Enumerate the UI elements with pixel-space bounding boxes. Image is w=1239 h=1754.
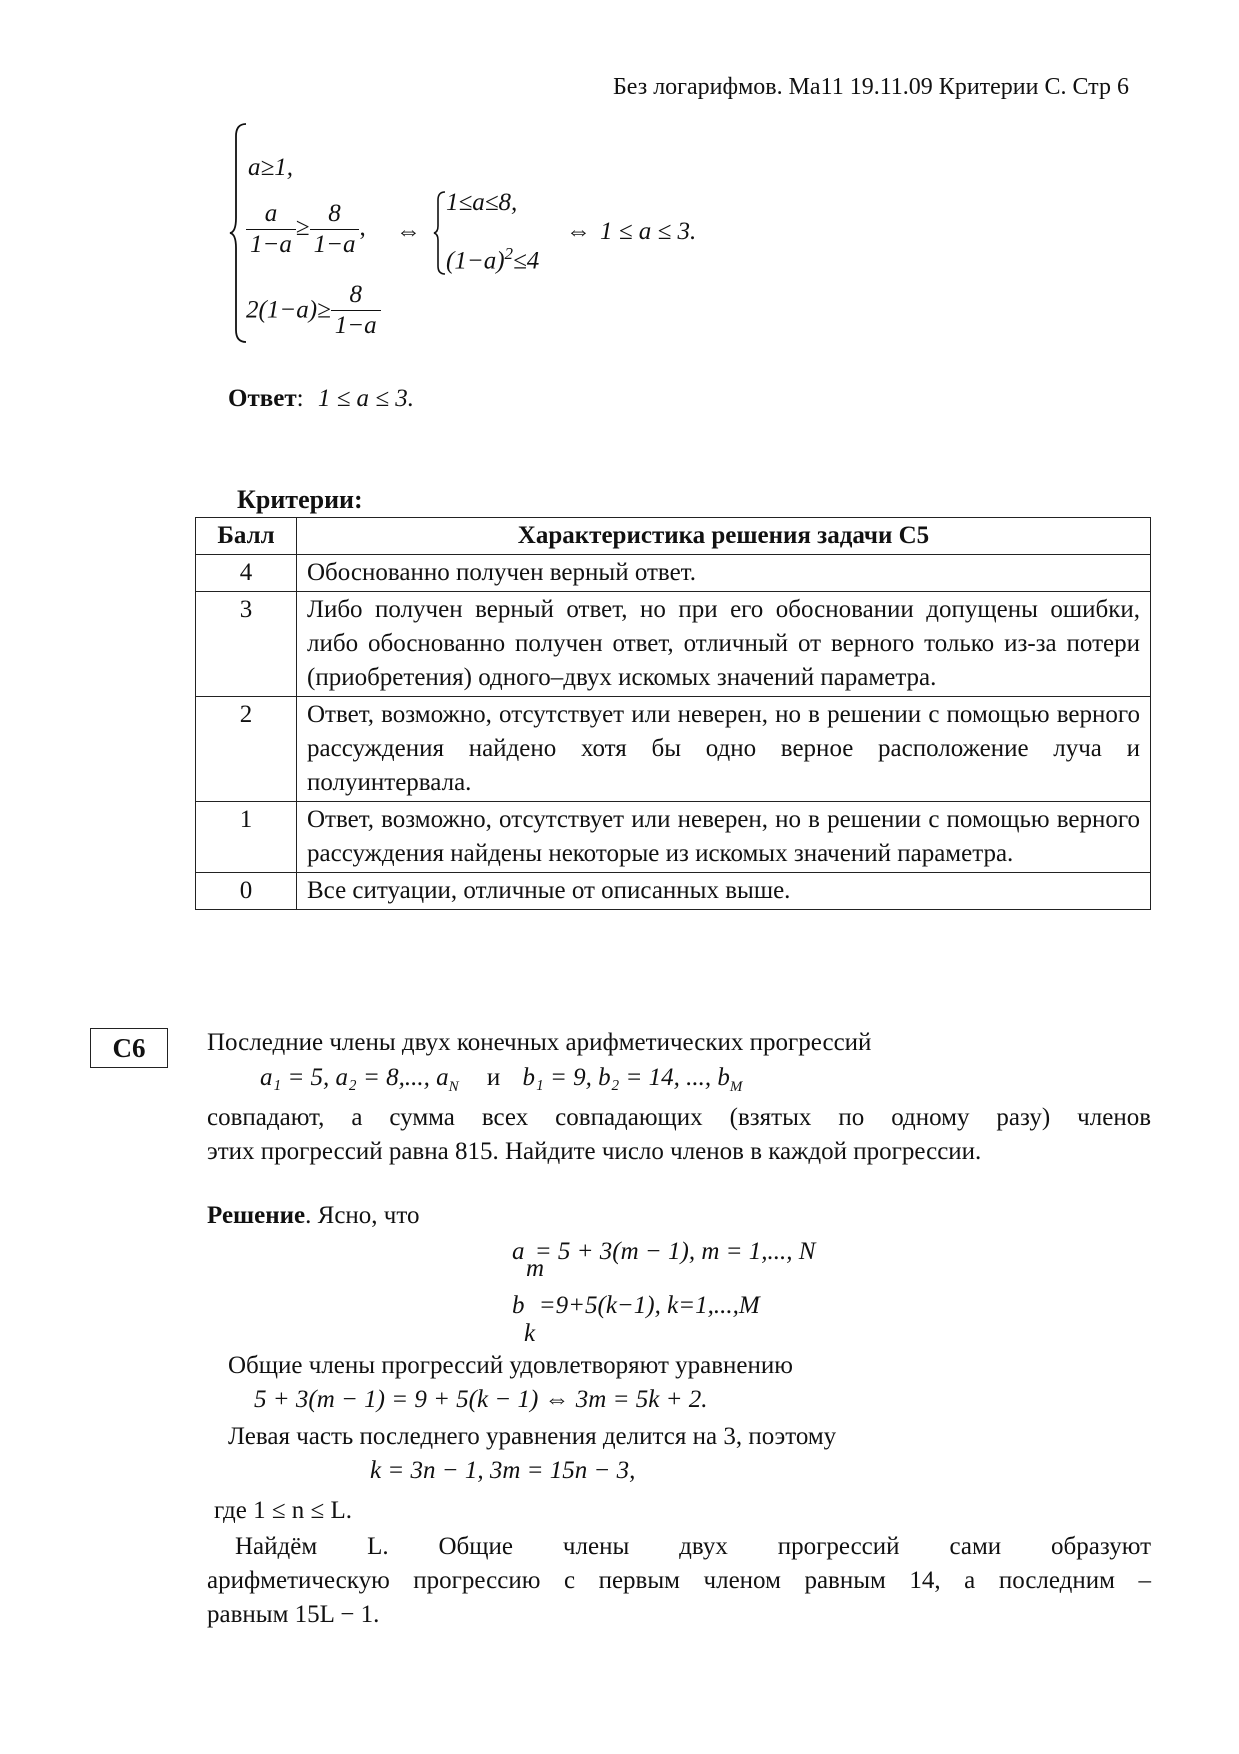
desc-cell: Ответ, возможно, отсутствует или неверен, но в решении с помощью верного рассуждения найдено хотя бы одно верное расположение луча и полуинтервала. (297, 697, 1151, 802)
c6-sequences (260, 1064, 742, 1096)
sys2-row-1: 1≤a≤8, (446, 189, 518, 216)
score-cell: 1 (196, 802, 297, 873)
solution-intro (207, 1202, 419, 1230)
sys2-base: (1−a) (446, 247, 505, 275)
fraction-a-over-1-minus-a (246, 199, 296, 260)
comma: , (359, 214, 366, 242)
equiv-sign-2: ⇔ (566, 218, 591, 245)
solution-text-3: где 1 ≤ n ≤ L. (214, 1497, 353, 1524)
formula-a-m (512, 1238, 815, 1266)
para-line-2: арифметическую прогрессию с первым членом равным 14, а последним – (207, 1567, 1151, 1594)
denominator: 1−a (334, 312, 377, 339)
a-rhs: = 5 + 3(m − 1), m = 1,..., N (534, 1238, 816, 1265)
para-line-3: равным 15L − 1. (207, 1601, 380, 1628)
seq-and: и (486, 1064, 501, 1091)
denominator: 1−a (250, 231, 292, 258)
para-line-1: Найдём L. Общие члены двух прогрессий сами образуют (235, 1533, 1151, 1560)
solution-text-2: Левая часть последнего уравнения делится на 3, поэтому (228, 1423, 837, 1450)
col-desc-header: Характеристика решения задачи С5 (297, 518, 1151, 555)
system-row-1: a≥1, (248, 154, 293, 181)
denominator: 1−a (313, 231, 356, 258)
sys2-row-2 (446, 244, 539, 275)
sys2-tail: ≤4 (513, 247, 540, 275)
fraction-8-over-1-minus-a-2 (331, 280, 381, 341)
equiv-sign-1: ⇔ (396, 218, 421, 245)
score-cell: 4 (196, 555, 297, 592)
col-score-header: Балл (196, 518, 297, 555)
table-row (196, 802, 1151, 873)
answer-label: Ответ (228, 385, 297, 412)
desc-cell: Обоснованно получен верный ответ. (297, 555, 1151, 592)
desc-cell: Ответ, возможно, отсутствует или неверен, но в решении с помощью верного рассуждения найдены некоторые из искомых значений параметра. (297, 802, 1151, 873)
table-row (196, 555, 1151, 592)
fraction-8-over-1-minus-a (310, 199, 360, 260)
numerator: a (246, 199, 296, 230)
table-row (196, 873, 1151, 910)
desc-cell: Либо получен верный ответ, но при его обосновании допущены ошибки, либо обоснованно получен ответ, отличный от верного только из-за потери (приобретения) одного–двух искомых значений параметра. (297, 592, 1151, 697)
table-row (196, 697, 1151, 802)
ge-sign: ≥ (295, 214, 310, 242)
answer-value: 1 ≤ a ≤ 3. (317, 385, 415, 412)
seq-a: a₁ = 5, a₂ = 8,..., a (260, 1064, 449, 1091)
problem-label-c6: С6 (90, 1028, 168, 1068)
c6-paragraph (207, 1101, 1151, 1169)
a-lhs: a (512, 1238, 525, 1265)
score-cell: 3 (196, 592, 297, 697)
system-row-3 (246, 280, 381, 341)
page-header: Без логарифмов. Ма11 19.11.09 Критерии С. Стр 6 (613, 74, 1129, 100)
solution-label: Решение (207, 1202, 306, 1229)
table-row (196, 592, 1151, 697)
formula-b-sub: k (524, 1320, 536, 1347)
c6-line-4: этих прогрессий равна 815. Найдите число членов в каждой прогрессии. (207, 1138, 982, 1165)
answer-colon: : (296, 385, 304, 412)
score-cell: 0 (196, 873, 297, 910)
seq-b-sub: M (729, 1079, 743, 1095)
c6-line-1: Последние члены двух конечных арифметических прогрессий (207, 1029, 872, 1056)
b-lhs: b (512, 1292, 525, 1319)
criteria-title: Критерии: (237, 485, 363, 514)
seq-b: b₁ = 9, b₂ = 14, ..., b (522, 1064, 730, 1091)
criteria-table (195, 517, 1151, 910)
score-cell: 2 (196, 697, 297, 802)
desc-cell: Все ситуации, отличные от описанных выше. (297, 873, 1151, 910)
row3-left: 2(1−a)≥ (246, 296, 331, 324)
b-rhs: =9+5(k−1), k=1,...,M (538, 1292, 760, 1319)
solution-intro-text: . Ясно, что (305, 1202, 420, 1229)
numerator: 8 (331, 280, 381, 311)
solution-eq-2: k = 3n − 1, 3m = 15n − 3, (370, 1457, 636, 1484)
system-result: 1 ≤ a ≤ 3. (600, 218, 697, 245)
formula-a-sub: m (526, 1255, 545, 1282)
solution-text-1: Общие члены прогрессий удовлетворяют уравнению (228, 1352, 793, 1379)
solution-eq-1: 5 + 3(m − 1) = 9 + 5(k − 1) ⇔ 3m = 5k + 2. (254, 1386, 708, 1413)
sys2-exponent: 2 (504, 244, 514, 263)
seq-a-sub: N (448, 1079, 459, 1095)
answer-line (228, 385, 414, 413)
system-row-2 (246, 199, 366, 260)
c6-line-3: совпадают, а сумма всех совпадающих (взятых по одному разу) членов (207, 1104, 1151, 1131)
numerator: 8 (310, 199, 360, 230)
formula-b-k (512, 1292, 760, 1320)
criteria-header-row (196, 518, 1151, 555)
solution-paragraph (207, 1530, 1151, 1632)
